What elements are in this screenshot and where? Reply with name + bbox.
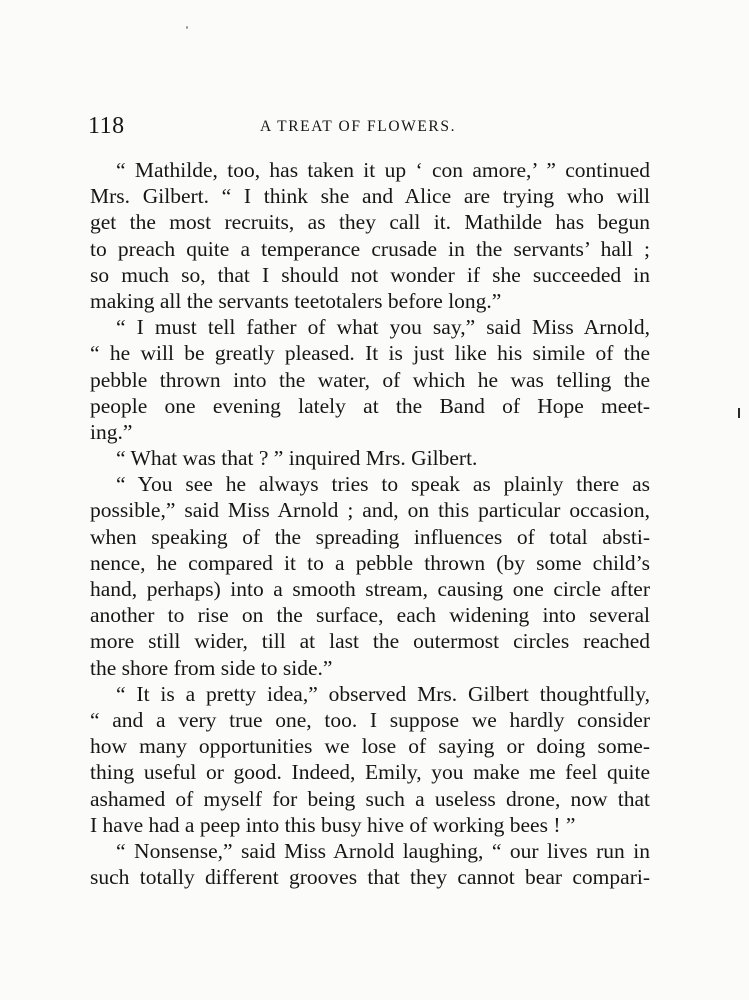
text-line: more still wider, till at last the outermost circles reached [90,629,650,654]
text-line: “ he will be greatly pleased. It is just like his simile of the [90,341,650,366]
text-line: people one evening lately at the Band of Hope meet- [90,393,650,418]
text-line: “ It is a pretty idea,” observed Mrs. Gilbert thoughtfully, [116,681,650,706]
text-line: ing.” [90,419,133,444]
text-line: how many opportunities we lose of saying or doing some- [90,734,650,759]
text-line: so much so, that I should not wonder if she succeeded in [90,262,650,287]
running-title: A TREAT OF FLOWERS. [260,118,457,135]
text-line: get the most recruits, as they call it. Mathilde has begun [90,210,650,235]
text-line: when speaking of the spreading influences of total absti- [90,524,650,549]
text-line: “ Mathilde, too, has taken it up ‘ con amore,’ ” continued [116,158,650,182]
text-line: “ I must tell father of what you say,” said Miss Arnold, [116,315,650,340]
page-header [88,112,668,140]
text-line: “ You see he always tries to speak as plainly there as [116,472,650,497]
text-line: Mrs. Gilbert. “ I think she and Alice are trying who will [90,184,650,209]
text-line: ashamed of myself for being such a useless drone, now that [90,786,650,811]
paper-speck [186,26,188,29]
text-line: making all the servants teetotalers before long.” [90,288,502,313]
text-line: “ Nonsense,” said Miss Arnold laughing, “ our lives run in [116,838,650,863]
text-line: the shore from side to side.” [90,655,333,680]
text-line: “ and a very true one, too. I suppose we hardly consider [90,707,650,732]
text-line: thing useful or good. Indeed, Emily, you make me feel quite [90,760,650,785]
body-text [90,157,650,890]
text-line: “ What was that ? ” inquired Mrs. Gilbert. [116,446,478,471]
text-line: nence, he compared it to a pebble thrown (by some child’s [90,550,650,575]
text-line: another to rise on the surface, each widening into several [90,603,650,628]
text-line: hand, perhaps) into a smooth stream, causing one circle after [90,577,650,601]
text-line: to preach quite a temperance crusade in the servants’ hall ; [90,236,650,261]
text-line: such totally different grooves that they cannot bear compari- [90,865,650,890]
text-line: possible,” said Miss Arnold ; and, on this particular occasion, [90,498,650,523]
text-line: I have had a peep into this busy hive of working bees ! ” [90,812,576,837]
paper-speck [738,408,740,418]
page-number: 118 [88,113,125,139]
text-line: pebble thrown into the water, of which he was telling the [90,367,650,392]
